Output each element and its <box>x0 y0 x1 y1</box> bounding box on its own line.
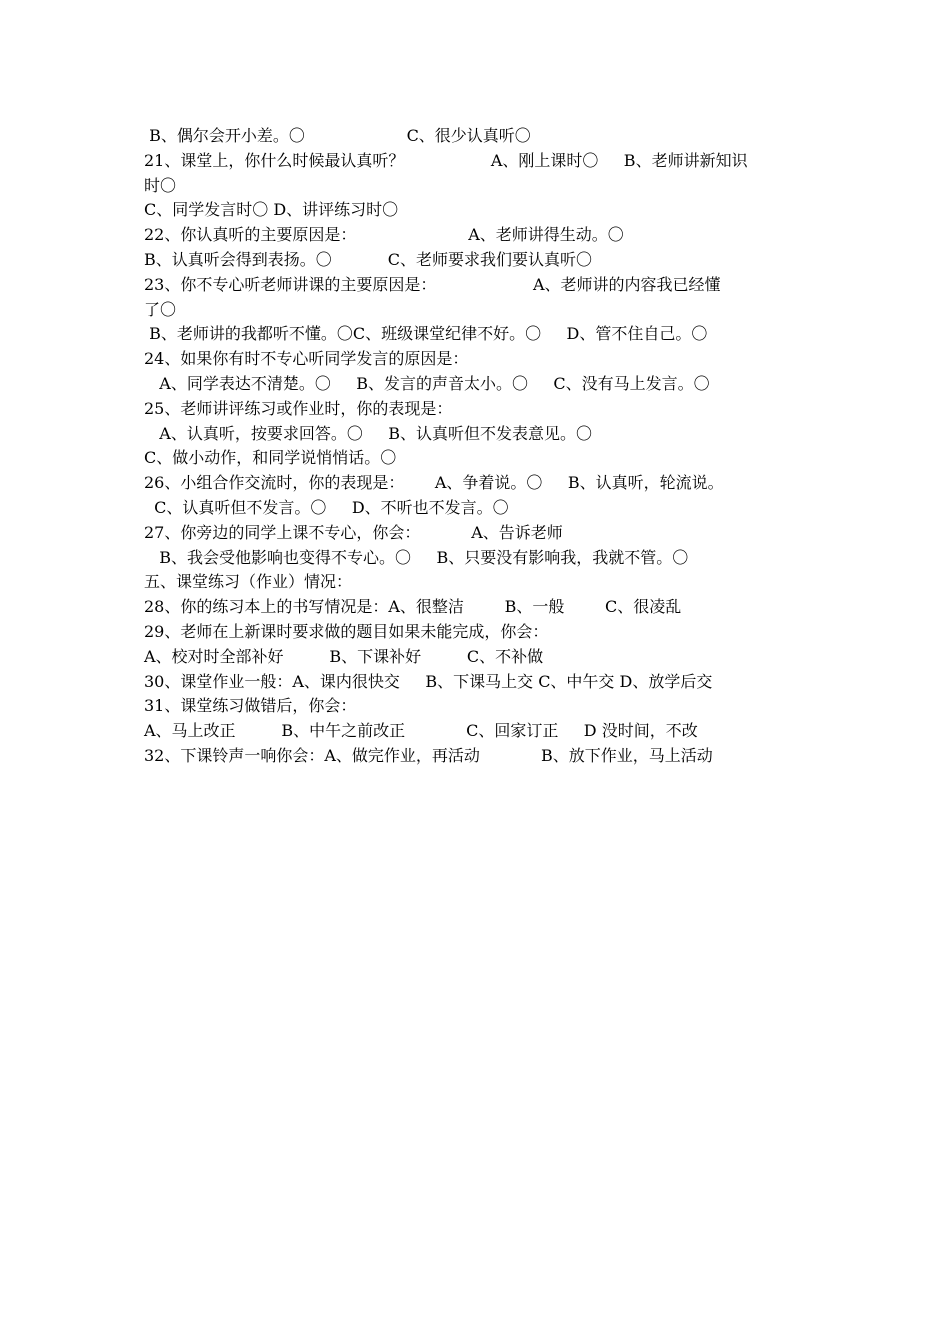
text-line: 了〇 <box>144 299 177 319</box>
text-line: 26、小组合作交流时，你的表现是： A、争着说。〇 B、认真听，轮流说。 <box>144 473 724 493</box>
text-line: 24、如果你有时不专心听同学发言的原因是： <box>144 349 469 369</box>
text-line: B、我会受他影响也变得不专心。〇 B、只要没有影响我，我就不管。〇 <box>144 547 689 567</box>
text-line: A、认真听，按要求回答。〇 B、认真听但不发表意见。〇 <box>144 423 593 443</box>
document-body <box>144 124 824 769</box>
text-line: A、马上改正 B、中午之前改正 C、回家订正 D 没时间，不改 <box>144 721 698 741</box>
section-heading: 五、课堂练习（作业）情况： <box>144 572 353 592</box>
text-line: 30、课堂作业一般：A、课内很快交 B、下课马上交 C、中午交 D、放学后交 <box>144 671 713 691</box>
text-line: 27、你旁边的同学上课不专心，你会： A、告诉老师 <box>144 522 563 542</box>
text-line: 22、你认真听的主要原因是： A、老师讲得生动。〇 <box>144 225 624 245</box>
text-line: 时〇 <box>144 175 177 195</box>
text-line: 31、课堂练习做错后，你会： <box>144 696 357 716</box>
text-line: B、老师讲的我都听不懂。〇C、班级课堂纪律不好。〇 D、管不住自己。〇 <box>144 324 708 344</box>
text-line: B、偶尔会开小差。〇 C、很少认真听〇 <box>144 126 531 145</box>
text-line: C、同学发言时〇 D、讲评练习时〇 <box>144 200 399 220</box>
text-line: 23、你不专心听老师讲课的主要原因是： A、老师讲的内容我已经懂 <box>144 274 721 294</box>
text-line: A、校对时全部补好 B、下课补好 C、不补做 <box>144 646 544 666</box>
text-line: 25、老师讲评练习或作业时，你的表现是： <box>144 398 453 418</box>
text-line: A、同学表达不清楚。〇 B、发言的声音太小。〇 C、没有马上发言。〇 <box>144 373 710 393</box>
text-line: 28、你的练习本上的书写情况是：A、很整洁 B、一般 C、很凌乱 <box>144 597 682 617</box>
text-line: 32、下课铃声一响你会：A、做完作业，再活动 B、放下作业，马上活动 <box>144 745 713 765</box>
text-line: 29、老师在上新课时要求做的题目如果未能完成，你会： <box>144 621 549 641</box>
text-line: C、认真听但不发言。〇 D、不听也不发言。〇 <box>144 497 509 517</box>
text-line: 21、课堂上，你什么时候最认真听？ A、刚上课时〇 B、老师讲新知识 <box>144 150 748 170</box>
text-line: C、做小动作，和同学说悄悄话。〇 <box>144 448 397 468</box>
text-line: B、认真听会得到表扬。〇 C、老师要求我们要认真听〇 <box>144 249 592 269</box>
